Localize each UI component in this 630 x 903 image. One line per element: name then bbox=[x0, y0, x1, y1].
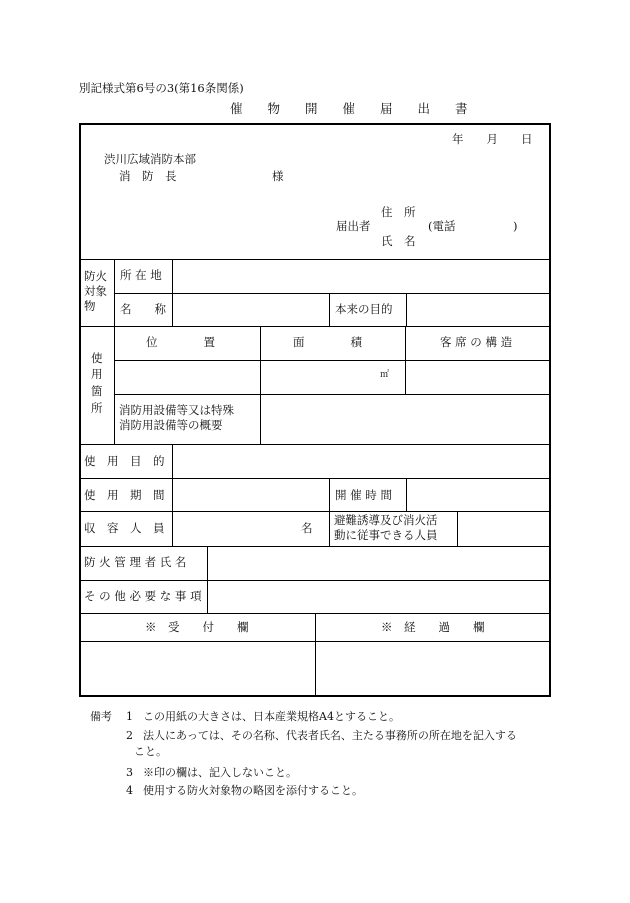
addressee-org: 渋川広域消防本部 bbox=[104, 152, 196, 166]
form-number: 別記様式第6号の3(第16条関係) bbox=[79, 81, 244, 95]
name-label: 氏 名 bbox=[381, 234, 416, 248]
phone-label: (電話 ) bbox=[428, 219, 518, 233]
row-divider bbox=[115, 394, 551, 395]
col-divider bbox=[405, 326, 406, 394]
evacuation-label-2: 動に従事できる人員 bbox=[334, 528, 438, 542]
row-divider bbox=[80, 259, 551, 260]
row-divider bbox=[80, 580, 551, 581]
col-divider bbox=[260, 326, 261, 444]
use-place-label-3: 箇 bbox=[91, 384, 103, 398]
object-name-label: 名 称 bbox=[120, 302, 166, 316]
form-title: 催 物 開 催 届 出 書 bbox=[230, 101, 468, 116]
addressee-title: 消 防 長 bbox=[119, 169, 177, 183]
col-divider bbox=[114, 259, 115, 444]
col-divider bbox=[207, 546, 208, 613]
other-items-label: そ の 他 必 要 な 事 項 bbox=[84, 589, 202, 603]
col-divider bbox=[457, 511, 458, 546]
area-label: 面 積 bbox=[293, 335, 362, 349]
seating-label: 客 席 の 構 造 bbox=[440, 335, 513, 349]
row-divider bbox=[80, 478, 551, 479]
col-divider bbox=[172, 444, 173, 546]
col-divider bbox=[172, 259, 173, 326]
col-divider bbox=[329, 293, 330, 326]
use-period-label: 使 用 期 間 bbox=[84, 488, 165, 502]
address-label: 住 所 bbox=[381, 205, 416, 219]
progress-label: ※ 経 過 欄 bbox=[381, 620, 485, 634]
fire-manager-label: 防 火 管 理 者 氏 名 bbox=[84, 555, 187, 569]
location-label: 所 在 地 bbox=[120, 268, 162, 282]
area-unit: ㎡ bbox=[380, 370, 390, 380]
row-divider bbox=[80, 546, 551, 547]
note-1-num: 1 bbox=[126, 710, 133, 723]
capacity-unit: 名 bbox=[301, 521, 313, 535]
row-divider bbox=[80, 326, 551, 327]
use-purpose-label: 使 用 目 的 bbox=[84, 454, 165, 468]
col-divider bbox=[315, 613, 316, 696]
col-divider bbox=[406, 478, 407, 511]
target-label-1: 防火 bbox=[84, 269, 107, 283]
use-place-label-4: 所 bbox=[91, 401, 103, 415]
note-2-text-cont: こと。 bbox=[134, 745, 167, 758]
target-label-3: 物 bbox=[84, 299, 96, 313]
equipment-label-1: 消防用設備等又は特殊 bbox=[119, 403, 234, 417]
row-divider bbox=[115, 360, 551, 361]
note-1-text: この用紙の大きさは、日本産業規格A4とすること。 bbox=[143, 710, 400, 723]
note-4-text: 使用する防火対象物の略図を添付すること。 bbox=[143, 784, 363, 797]
row-divider bbox=[80, 511, 551, 512]
note-2-num: 2 bbox=[126, 729, 133, 742]
reception-label: ※ 受 付 欄 bbox=[145, 620, 249, 634]
position-label: 位 置 bbox=[146, 335, 215, 349]
target-label-2: 対象 bbox=[84, 284, 107, 298]
evacuation-label-1: 避難誘導及び消火活 bbox=[334, 513, 438, 527]
notes-title: 備考 bbox=[90, 710, 112, 723]
event-time-label: 開 催 時 間 bbox=[335, 488, 392, 502]
note-3-text: ※印の欄は、記入しないこと。 bbox=[143, 766, 297, 779]
note-3-num: 3 bbox=[126, 766, 133, 779]
date-label: 年 月 日 bbox=[452, 132, 533, 146]
col-divider bbox=[329, 478, 330, 546]
capacity-label: 収 容 人 員 bbox=[84, 521, 165, 535]
honorific: 様 bbox=[272, 169, 284, 183]
note-2-text: 法人にあっては、その名称、代表者氏名、主たる事務所の所在地を記入する bbox=[143, 729, 517, 742]
equipment-label-2: 消防用設備等の概要 bbox=[119, 418, 223, 432]
use-place-label-2: 用 bbox=[91, 367, 103, 381]
notifier-label: 届出者 bbox=[336, 219, 371, 233]
col-divider bbox=[406, 293, 407, 326]
row-divider bbox=[80, 444, 551, 445]
row-divider bbox=[115, 293, 551, 294]
use-place-label-1: 使 bbox=[91, 351, 103, 365]
purpose-label: 本来の目的 bbox=[335, 302, 393, 316]
note-4-num: 4 bbox=[126, 784, 133, 797]
